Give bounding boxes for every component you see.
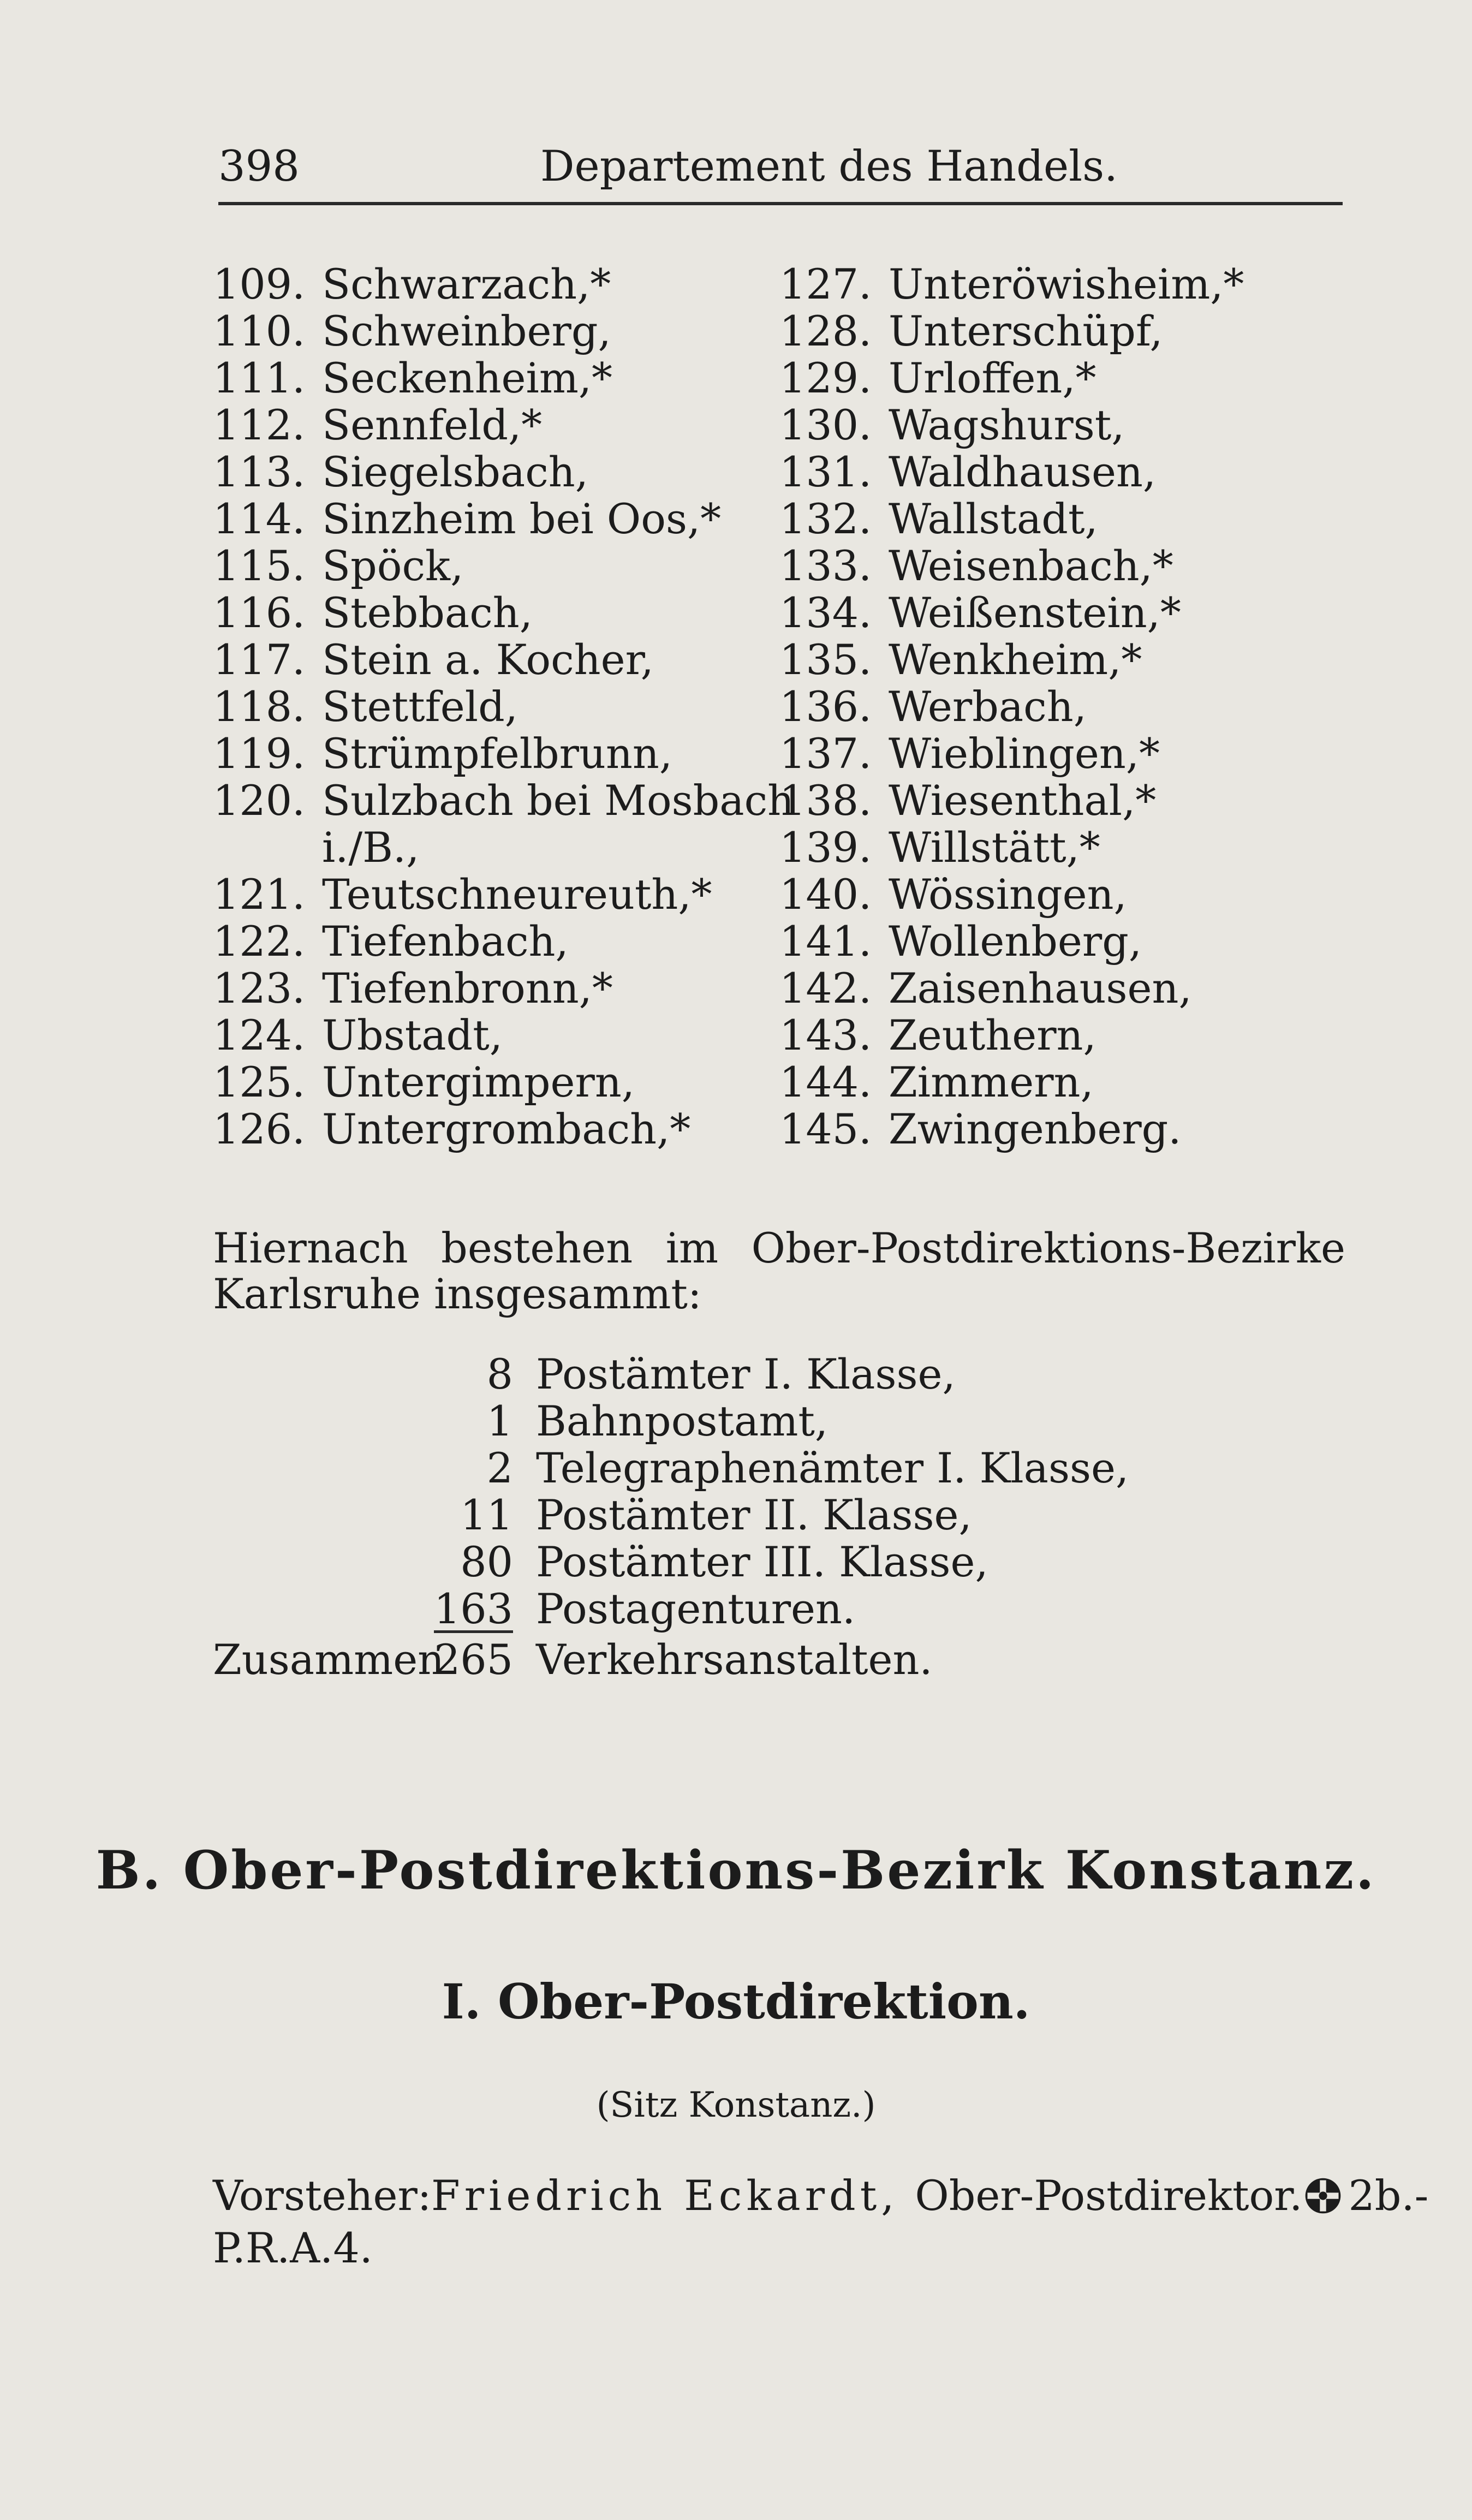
item-place-name: Siegelsbach, [322, 448, 588, 496]
count-value: 11 [460, 1491, 513, 1539]
item-place-name: Sinzheim bei Oos,* [322, 495, 722, 543]
item-number: 110. [213, 307, 306, 355]
item-number: 136. [779, 682, 872, 731]
list-item [213, 1012, 802, 1059]
list-item [213, 965, 802, 1012]
item-place-name: Seckenheim,* [322, 354, 613, 402]
item-place-name: Ubstadt, [322, 1011, 503, 1059]
item-number: 133. [779, 541, 872, 590]
count-value: 163 [433, 1584, 513, 1633]
list-item [213, 824, 802, 871]
office-counts [213, 1351, 1141, 1687]
item-number: 131. [779, 448, 872, 496]
item-number: 132. [779, 495, 872, 543]
item-place-name: Stebbach, [322, 588, 533, 637]
item-place-name: Strümpfelbrunn, [322, 729, 672, 778]
count-label: Postämter I. Klasse, [536, 1350, 956, 1398]
item-number: 117. [213, 635, 306, 684]
list-item [779, 1106, 1369, 1153]
item-place-name: Willstätt,* [889, 823, 1100, 872]
count-row [213, 1351, 1141, 1398]
item-place-name: Schwarzach,* [322, 260, 611, 308]
item-place-name: Untergimpern, [322, 1058, 635, 1106]
item-number: 125. [213, 1058, 306, 1106]
item-number: 113. [213, 448, 306, 496]
list-item [779, 777, 1369, 824]
list-item [213, 1059, 802, 1106]
item-number: 114. [213, 495, 306, 543]
director-name: Friedrich Eckardt, [431, 2171, 899, 2220]
item-place-name: Weisenbach,* [889, 541, 1173, 590]
item-place-name: Zimmern, [889, 1058, 1094, 1106]
count-label: Bahnpostamt, [536, 1397, 829, 1445]
item-number: 128. [779, 307, 872, 355]
count-label: Postämter III. Klasse, [536, 1538, 988, 1586]
item-number: 130. [779, 401, 872, 449]
item-place-name: Spöck, [322, 541, 464, 590]
count-row [213, 1492, 1141, 1539]
seat-note: (Sitz Konstanz.) [596, 2085, 876, 2125]
order-suffix: 2b.- [1348, 2171, 1429, 2220]
list-item [213, 871, 802, 918]
item-place-name: Zeuthern, [889, 1011, 1096, 1059]
list-item [779, 589, 1369, 636]
item-place-name: Sennfeld,* [322, 401, 543, 449]
director-entry [213, 2170, 1429, 2274]
item-number: 115. [213, 541, 306, 590]
item-number: 120. [213, 776, 306, 825]
count-label: Postagenturen. [536, 1584, 856, 1633]
item-number: 109. [213, 260, 306, 308]
list-item [779, 496, 1369, 543]
director-label: Vorsteher: [213, 2171, 432, 2220]
count-label: Postämter II. Klasse, [536, 1491, 972, 1539]
item-number: 142. [779, 964, 872, 1012]
item-place-name: Unterschüpf, [889, 307, 1163, 355]
count-row [213, 1586, 1141, 1633]
count-value: 2 [486, 1444, 513, 1492]
list-item [779, 308, 1369, 355]
item-place-name: i./B., [322, 823, 420, 872]
item-place-name: Werbach, [889, 682, 1087, 731]
item-place-name: Wössingen, [889, 870, 1127, 919]
item-place-name: Unteröwisheim,* [889, 260, 1244, 308]
item-place-name: Wenkheim,* [889, 635, 1142, 684]
item-number: 116. [213, 588, 306, 637]
list-item [213, 261, 802, 308]
item-place-name: Untergrombach,* [322, 1105, 691, 1153]
director-title: Ober-Postdirektor. [915, 2171, 1303, 2220]
item-number: 112. [213, 401, 306, 449]
item-number: 145. [779, 1105, 872, 1153]
places-list-right [779, 261, 1369, 1153]
item-number: 134. [779, 588, 872, 637]
list-item [213, 496, 802, 543]
order-cross-icon [1302, 2175, 1344, 2217]
item-number: 124. [213, 1011, 306, 1059]
director-continuation: P.R.A.4. [213, 2224, 373, 2272]
list-item [779, 730, 1369, 777]
item-place-name: Stein a. Kocher, [322, 635, 654, 684]
list-item [213, 777, 802, 824]
item-number: 137. [779, 729, 872, 778]
item-number: 143. [779, 1011, 872, 1059]
order-decoration [1302, 2170, 1428, 2222]
item-place-name: Zaisenhausen, [889, 964, 1192, 1012]
item-place-name: Wagshurst, [889, 401, 1125, 449]
running-head: Departement des Handels. [540, 142, 1118, 191]
count-row [213, 1398, 1141, 1445]
count-row [213, 1539, 1141, 1586]
list-item [779, 1059, 1369, 1106]
item-number: 111. [213, 354, 306, 402]
item-place-name: Stettfeld, [322, 682, 518, 731]
total-label: Zusammen [213, 1635, 445, 1684]
list-item [779, 355, 1369, 402]
count-value: 80 [460, 1538, 513, 1586]
item-number: 122. [213, 917, 306, 966]
item-place-name: Sulzbach bei Mosbach [322, 776, 795, 825]
count-value: 8 [486, 1350, 513, 1398]
item-number: 126. [213, 1105, 306, 1153]
list-item [213, 683, 802, 730]
item-place-name: Tiefenbronn,* [322, 964, 613, 1012]
item-place-name: Wallstadt, [889, 495, 1098, 543]
list-item [779, 636, 1369, 683]
item-number: 141. [779, 917, 872, 966]
item-number: 139. [779, 823, 872, 872]
total-row [213, 1633, 1141, 1687]
item-number: 144. [779, 1058, 872, 1106]
list-item [213, 308, 802, 355]
page-header [218, 131, 1343, 205]
item-place-name: Wieblingen,* [889, 729, 1160, 778]
item-number: 119. [213, 729, 306, 778]
list-item [213, 355, 802, 402]
list-item [779, 824, 1369, 871]
item-place-name: Wiesenthal,* [889, 776, 1157, 825]
list-item [779, 965, 1369, 1012]
list-item [779, 918, 1369, 965]
list-item [779, 1012, 1369, 1059]
item-number: 127. [779, 260, 872, 308]
page-number: 398 [218, 142, 300, 191]
item-number: 129. [779, 354, 872, 402]
list-item [213, 730, 802, 777]
list-item [213, 543, 802, 589]
item-place-name: Wollenberg, [889, 917, 1142, 966]
item-place-name: Weißenstein,* [889, 588, 1181, 637]
item-number: 123. [213, 964, 306, 1012]
list-item [213, 589, 802, 636]
section-heading: B. Ober-Postdirektions-Bezirk Konstanz. [96, 1839, 1376, 1901]
item-place-name: Teutschneureuth,* [322, 870, 712, 919]
list-item [779, 402, 1369, 449]
count-label: Telegraphenämter I. Klasse, [536, 1444, 1129, 1492]
count-row [213, 1445, 1141, 1492]
list-item [779, 683, 1369, 730]
subsection-heading: I. Ober-Postdirektion. [442, 1973, 1030, 2030]
list-item [213, 918, 802, 965]
item-place-name: Tiefenbach, [322, 917, 569, 966]
list-item [213, 636, 802, 683]
list-item [213, 402, 802, 449]
item-number: 140. [779, 870, 872, 919]
list-item [213, 1106, 802, 1153]
item-place-name: Zwingenberg. [889, 1105, 1182, 1153]
item-number: 121. [213, 870, 306, 919]
item-number: 138. [779, 776, 872, 825]
count-value: 1 [486, 1397, 513, 1445]
list-item [779, 449, 1369, 496]
item-place-name: Waldhausen, [889, 448, 1157, 496]
list-item [213, 449, 802, 496]
list-item [779, 261, 1369, 308]
total-text: Verkehrsanstalten. [536, 1635, 933, 1684]
item-place-name: Urloffen,* [889, 354, 1096, 402]
list-item [779, 543, 1369, 589]
total-count: 265 [433, 1635, 513, 1684]
list-item [779, 871, 1369, 918]
summary-intro: Hiernach bestehen im Ober-Postdirektions-Bezirke Karlsruhe insgesammt: [213, 1224, 1345, 1318]
item-number: 135. [779, 635, 872, 684]
item-place-name: Schweinberg, [322, 307, 611, 355]
item-number: 118. [213, 682, 306, 731]
places-list-left [213, 261, 802, 1153]
